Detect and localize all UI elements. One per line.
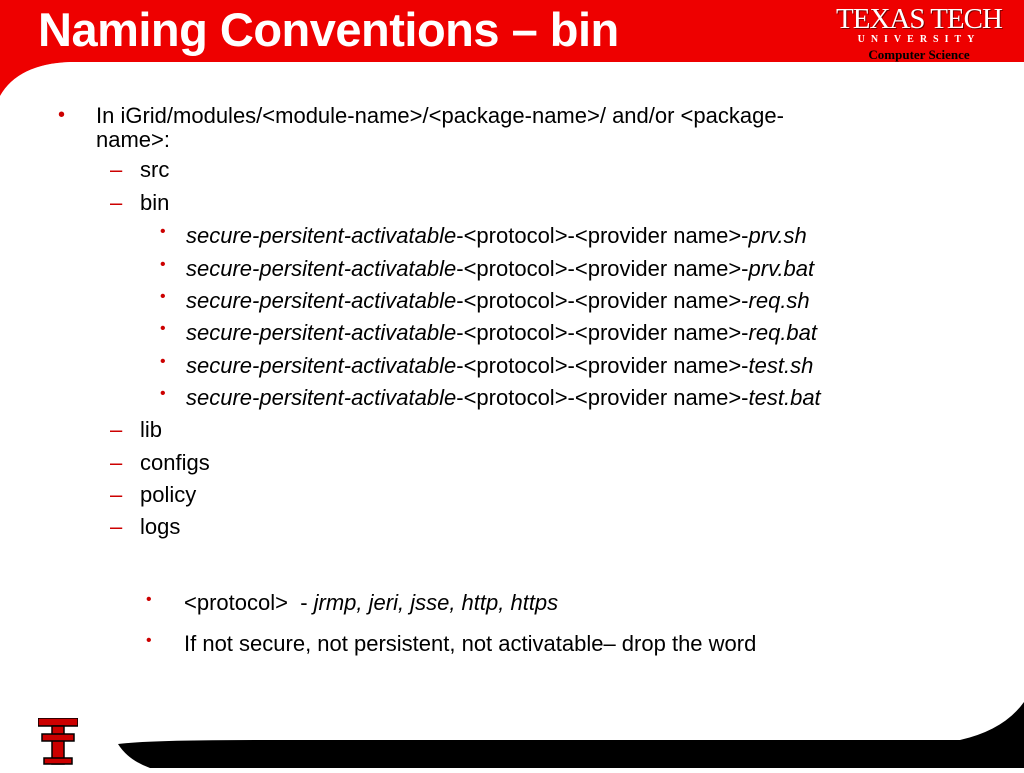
bullet-icon: • [146, 632, 152, 649]
dir-src: src [140, 157, 170, 182]
bullet-icon: • [160, 353, 166, 370]
bullet-icon: • [146, 591, 152, 608]
logo-sub-text: UNIVERSITY [857, 34, 981, 45]
dir-bin: bin [140, 190, 170, 215]
dash-icon: – [110, 190, 123, 215]
dir-logs: logs [140, 514, 181, 539]
slide-title: Naming Conventions – bin [38, 3, 619, 56]
intro-line-2: name>: [96, 127, 170, 152]
double-t-icon [38, 718, 78, 766]
dash-icon: – [110, 417, 123, 442]
bullet-icon: • [160, 385, 166, 402]
note-drop-word: If not secure, not persistent, not activatable– drop the word [184, 631, 757, 656]
bullet-icon: • [160, 288, 166, 305]
bin-item: secure-persitent-activatable-<protocol>-<provider name>-req.bat [186, 320, 818, 345]
footer-swoosh [0, 700, 1024, 768]
bin-item: secure-persitent-activatable-<protocol>-<provider name>-req.sh [186, 288, 810, 313]
footer-shape [0, 700, 1024, 768]
dash-icon: – [110, 450, 123, 475]
dir-policy: policy [140, 482, 197, 507]
bin-item: secure-persitent-activatable-<protocol>-<provider name>-prv.sh [186, 223, 807, 248]
dash-icon: – [110, 514, 123, 539]
bullet-icon: • [160, 320, 166, 337]
bullet-icon: • [160, 256, 166, 273]
dir-configs: configs [140, 450, 210, 475]
dash-icon: – [110, 482, 123, 507]
bullet-icon: • [58, 104, 66, 126]
bin-item: secure-persitent-activatable-<protocol>-<provider name>-test.sh [186, 353, 814, 378]
logo-main-text: TEXAS TECH [836, 3, 1002, 35]
bin-item: secure-persitent-activatable-<protocol>-<provider name>-prv.bat [186, 256, 815, 281]
dir-lib: lib [140, 417, 163, 442]
intro-line-1: In iGrid/modules/<module-name>/<package-name>/ and/or <package- [96, 103, 784, 128]
bullet-icon: • [160, 223, 166, 240]
dash-icon: – [110, 157, 123, 182]
bin-item: secure-persitent-activatable-<protocol>-<provider name>-test.bat [186, 385, 821, 410]
note-protocol: <protocol> - jrmp, jeri, jsse, http, https [184, 590, 559, 615]
logo-dept-text: Computer Science [868, 47, 970, 62]
